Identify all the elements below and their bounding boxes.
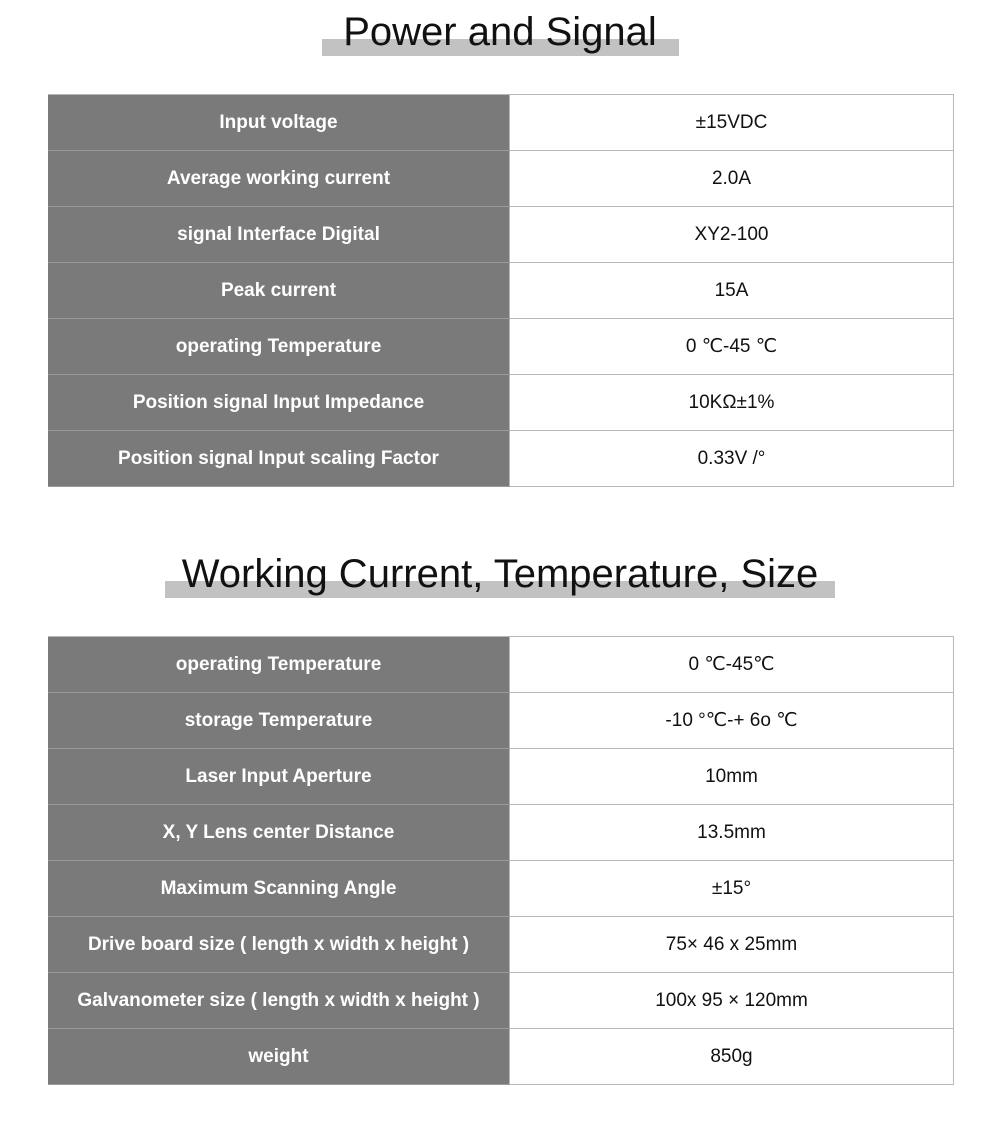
- row-label: storage Temperature: [48, 693, 510, 749]
- row-label: Position signal Input scaling Factor: [48, 431, 510, 487]
- spec-table-power-signal: [48, 94, 954, 487]
- row-label: Galvanometer size ( length x width x height ): [48, 973, 510, 1029]
- spec-table-working-current: [48, 636, 954, 1085]
- row-value: 0 ℃-45 ℃: [510, 319, 954, 375]
- table-row: [48, 207, 954, 263]
- row-label: X, Y Lens center Distance: [48, 805, 510, 861]
- row-value: 10KΩ±1%: [510, 375, 954, 431]
- row-value: -10 °℃-+ 6o ℃: [510, 693, 954, 749]
- table-row: [48, 805, 954, 861]
- row-value: 10mm: [510, 749, 954, 805]
- row-label: Average working current: [48, 151, 510, 207]
- row-value: 0 ℃-45℃: [510, 637, 954, 693]
- row-label: Peak current: [48, 263, 510, 319]
- table-row: [48, 375, 954, 431]
- table-row: [48, 861, 954, 917]
- table-row: [48, 749, 954, 805]
- table-row: [48, 319, 954, 375]
- row-label: Position signal Input Impedance: [48, 375, 510, 431]
- row-value: 13.5mm: [510, 805, 954, 861]
- row-value: 0.33V /°: [510, 431, 954, 487]
- table-row: [48, 1029, 954, 1085]
- section-title: Power and Signal: [343, 10, 657, 54]
- row-value: 2.0A: [510, 151, 954, 207]
- table-row: [48, 917, 954, 973]
- row-value: 15A: [510, 263, 954, 319]
- row-label: Input voltage: [48, 95, 510, 151]
- table-row: [48, 151, 954, 207]
- row-value: ±15°: [510, 861, 954, 917]
- table-row: [48, 431, 954, 487]
- table-row: [48, 263, 954, 319]
- row-label: Maximum Scanning Angle: [48, 861, 510, 917]
- row-value: 75× 46 x 25mm: [510, 917, 954, 973]
- row-label: Laser Input Aperture: [48, 749, 510, 805]
- table-row: [48, 95, 954, 151]
- row-label: Drive board size ( length x width x height ): [48, 917, 510, 973]
- section-title: Working Current, Temperature, Size: [181, 552, 819, 596]
- row-value: 850g: [510, 1029, 954, 1085]
- row-value: ±15VDC: [510, 95, 954, 151]
- row-label: signal Interface Digital: [48, 207, 510, 263]
- row-value: XY2-100: [510, 207, 954, 263]
- table-row: [48, 637, 954, 693]
- row-label: operating Temperature: [48, 319, 510, 375]
- row-value: 100x 95 × 120mm: [510, 973, 954, 1029]
- row-label: weight: [48, 1029, 510, 1085]
- table-row: [48, 693, 954, 749]
- row-label: operating Temperature: [48, 637, 510, 693]
- table-row: [48, 973, 954, 1029]
